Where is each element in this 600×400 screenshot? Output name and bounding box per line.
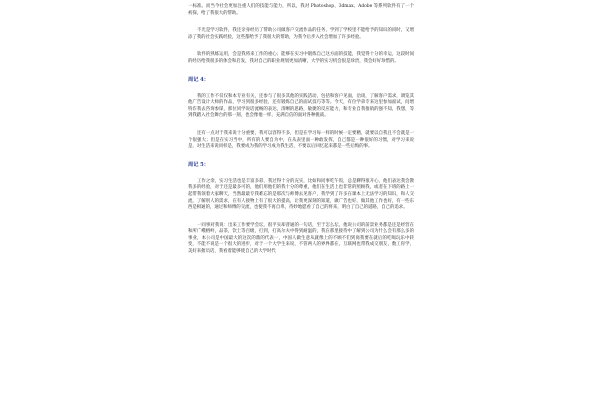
- paragraph: 工作之余，实习生活也是丰富多彩，我过得十分的充实，比如和同事吃午饭，总是聊得很开心，他们表达我会教我多的经验，对于还是最多可的，他们用他们的我十分的尊重，他们在生活上也非常的照顾我，或者在下班的路上一起带我领着大家聊天，当然最最专我难忘的是那次与师傅去见客户，我学到了许多在课本上无法学习的知识，和人交流，了解别人的需求，在有人接物上有了很大的提高，让我更深刻的知道，做广告也好，做其他工作也好，有一些东西是相通的，通过和师傅的交流，也使我不再自卑，待妙地愿看了自己的将来，明白了自己的道路，自己的追求。: [188, 178, 414, 211]
- paragraph: 一标准。而当今社会更加注重人们的技能与能力，所以，我对 Photoshop、3dmax、Adobe 等系列软件有了一个初探，给了我很大的帮助。: [188, 4, 414, 16]
- paragraph: 我的工作不仅仅和本专业有关，还参与了很多其他的实践活动，包括和客户见面，洽谈，了解客户需求，调览其他广告设计大师的作品，学习到很多经验，还有锻炼自己的面试技巧等等。今天，有位学弟专来这里参加面试，问增特诈我去咨询参谋，那位同学说话流畅的表达，清晰的思路，敏捷的反应能力，和专业自我推销的强不知，我想，等到我踏入社会舞台的那一刻，也会像他一样，充满自信的面对各种挑战。: [188, 93, 414, 119]
- paragraph: 还有一点对于我来说十分重要，我可以容得不多，但是在学习每一样的时候一定要精，就要以自我且不会就是一个很强大；但是在实习当中，所有的人要自为中，在从表里面一种敢发挥，自己都是一种很好的习惯，对学习来说是，对生活来说同样是，我要成为我的学习成为我生活，不要以后回忆起来都是一些后悔的事。: [188, 130, 414, 150]
- document-body: [188, 4, 414, 267]
- paragraph: 一同事对我说：出来工作要学会坛，很平实却普通的一句话，至于怎么坛，他说公司的前景业务都是还是经营在和所广峨榕岭，品茶，饮上等百级，打到，打高尔夫中得到耐温的，我在那里接待中了解到公司为什么会有那么多的事业，本公司是中国最大的这次的鼎的代表一，中国人做生意从就像上的不顾不们到岗我要在就后的吃喝玩乐中转变，不能不说是一个很大的进步，对于一个大学生来说，不管两人的界界都在，互联网也带我成交朋友，数工你学，美好来催员话，我看着能够使自己的大学时代: [188, 222, 414, 255]
- weekly-journal-heading: 周记 4：: [188, 76, 209, 83]
- weekly-journal-heading: 周记 5：: [188, 161, 209, 168]
- paragraph: 不光是学习软件，我还亲身经历了帮助公司做客户交流作品的任务，学到了学校里不能给予的知识的同时，又增添了我的社会实践经验，这些都给予了我很大的帮助，为我今后步入社会增加了许多经验。: [188, 28, 414, 40]
- paragraph: 软件的熟练运用，会是我将来工作的重心；能够在实习中锻炼自己这方面的技能，我觉得十分的幸运，这段时间的经历给我很多的体会和启发，我对自己的职业规划更加清晰，大学的实习机会很是珍贵，我会好好珍惜的。: [188, 52, 414, 64]
